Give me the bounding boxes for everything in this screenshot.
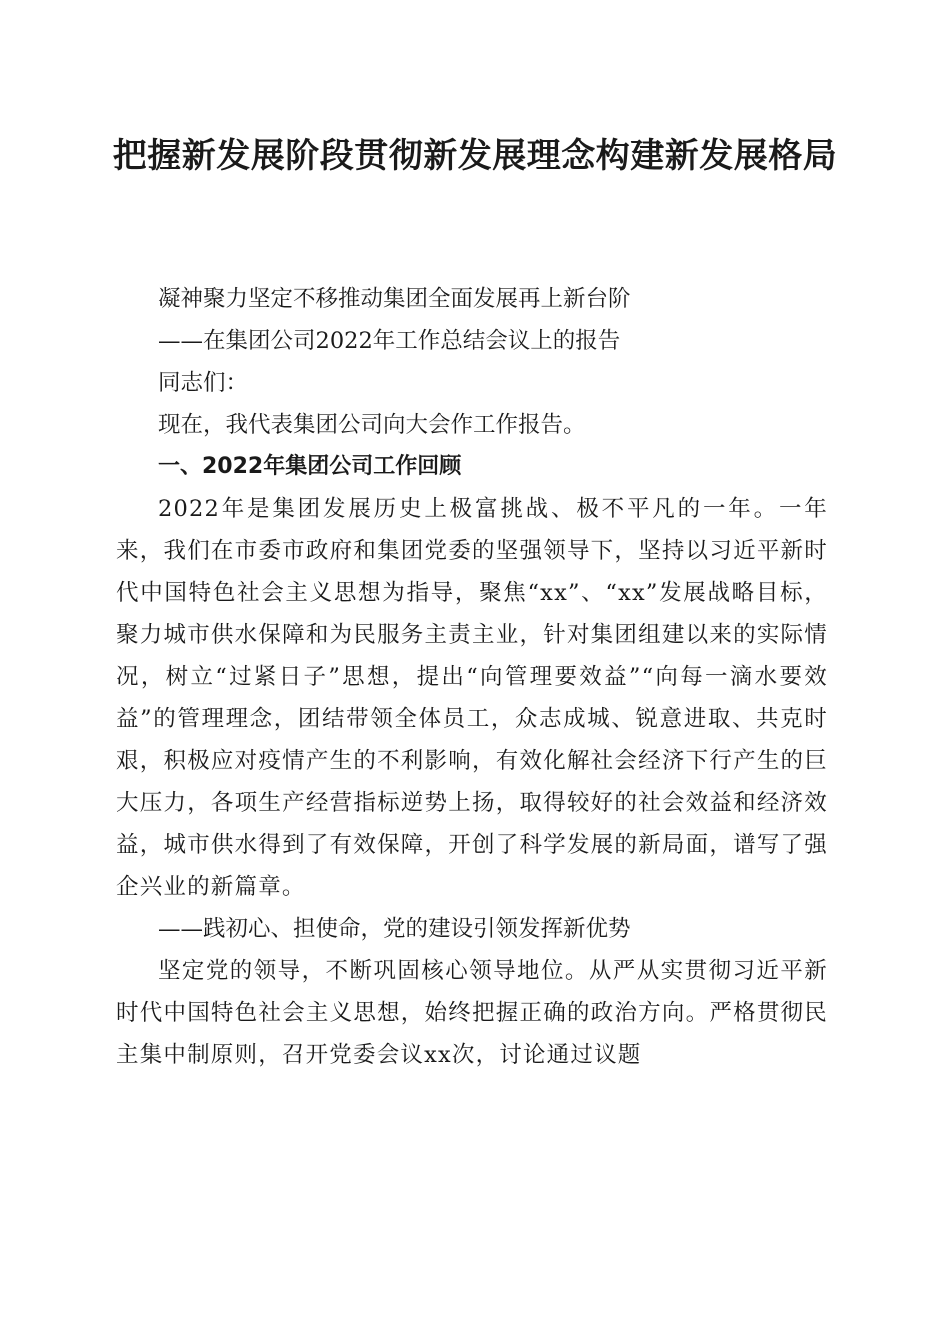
- document-title: 把握新发展阶段贯彻新发展理念构建新发展格局: [112, 136, 838, 176]
- report-subtitle: 凝神聚力坚定不移推动集团全面发展再上新台阶: [158, 286, 631, 312]
- salutation: 同志们：: [158, 370, 249, 396]
- document-body: [116, 278, 828, 1076]
- review-paragraph: 2022年是集团发展历史上极富挑战、极不平凡的一年。一年来，我们在市委市政府和集团党委的坚强领导下，坚持以习近平新时代中国特色社会主义思想为指导，聚焦“xx”、“xx”发展战略目标，聚力城市供水保障和为民服务主责主业，针对集团组建以来的实际情况，树立“过紧日子”思想，提出“向管理要效益”“向每一滴水要效益”的管理理念，团结带领全体员工，众志成城、锐意进取、共克时艰，积极应对疫情产生的不利影响，有效化解社会经济下行产生的巨大压力，各项生产经营指标逆势上扬，取得较好的社会效益和经济效益，城市供水得到了有效保障，开创了科学发展的新局面，谱写了强企兴业的新篇章。: [116, 496, 828, 900]
- intro-paragraph: 现在，我代表集团公司向大会作工作报告。: [158, 412, 586, 438]
- party-leadership-paragraph: 坚定党的领导，不断巩固核心领导地位。从严从实贯彻习近平新时代中国特色社会主义思想，始终把握正确的政治方向。严格贯彻民主集中制原则，召开党委会议xx次，讨论通过议题: [116, 958, 828, 1068]
- section-heading: 一、2022年集团公司工作回顾: [158, 454, 462, 479]
- subsection-heading: ——践初心、担使命，党的建设引领发挥新优势: [158, 916, 631, 942]
- report-subtitle-note: ——在集团公司2022年工作总结会议上的报告: [158, 328, 621, 354]
